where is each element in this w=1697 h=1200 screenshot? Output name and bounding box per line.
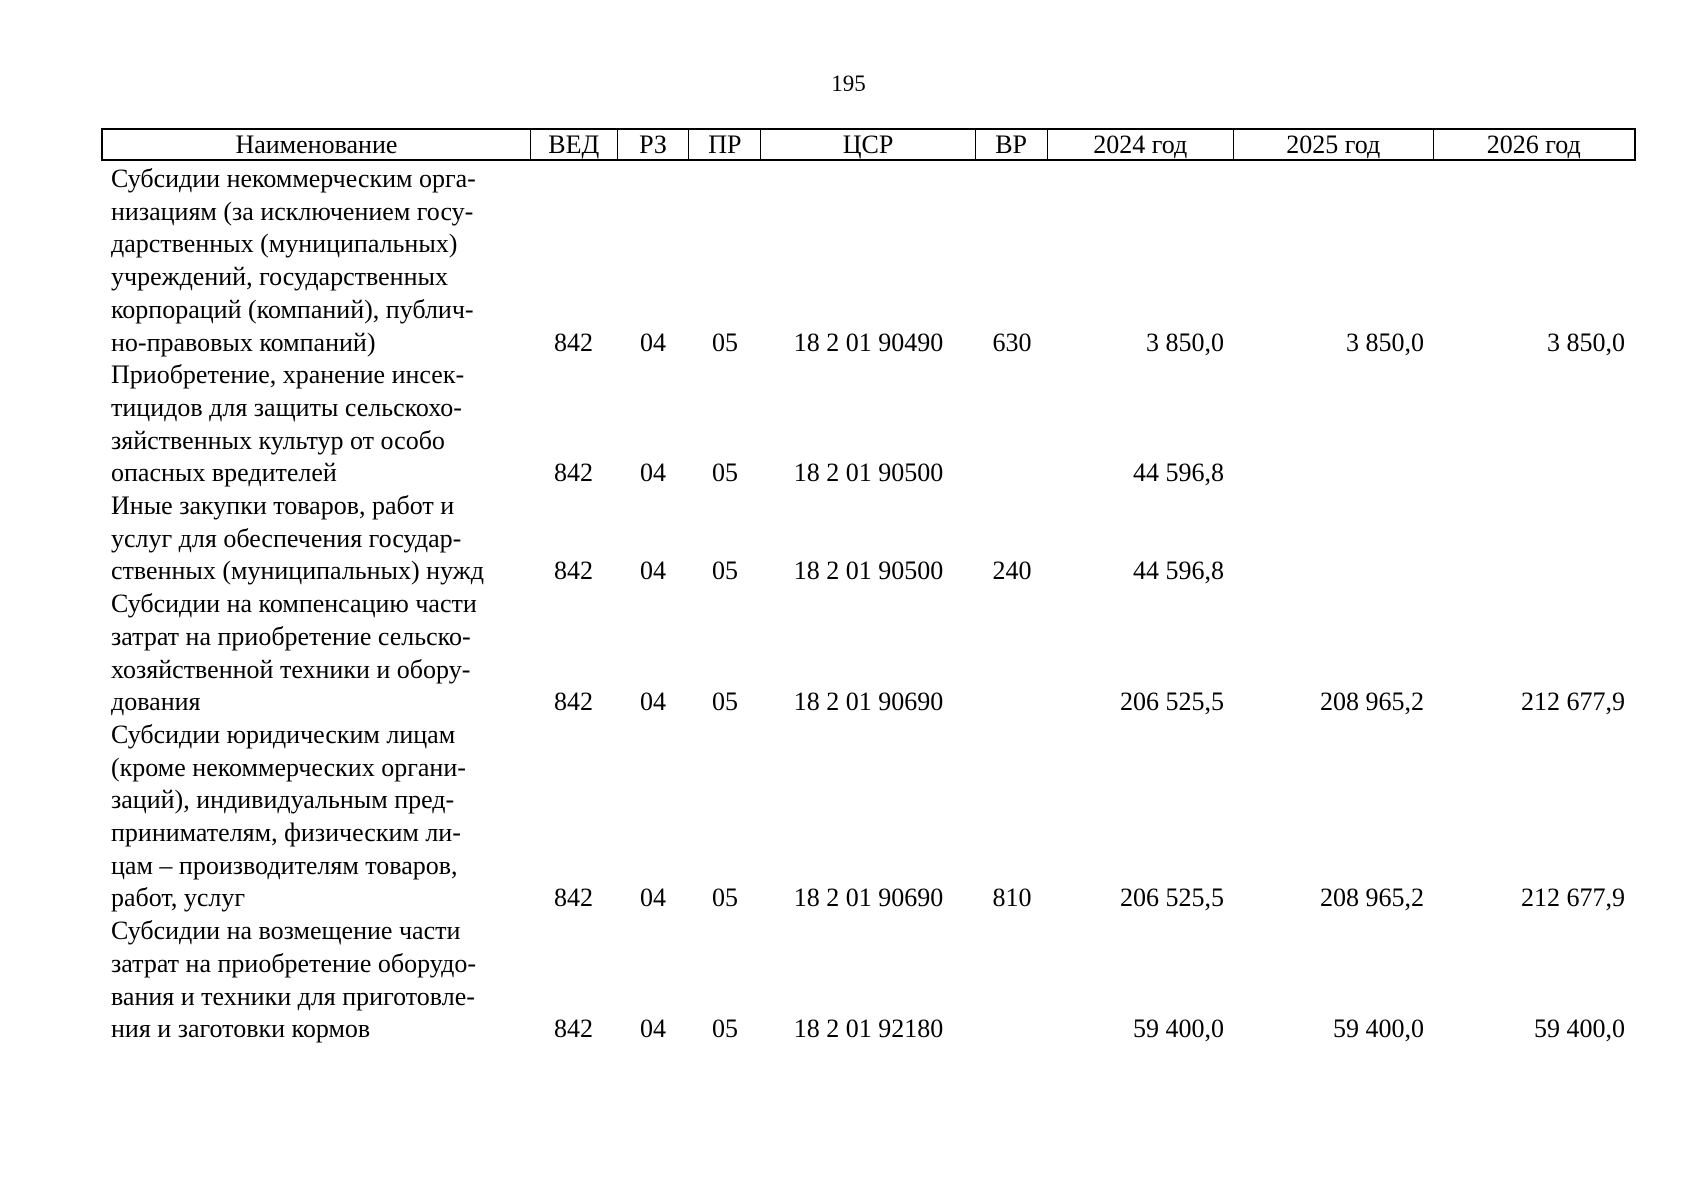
row-name: Субсидии некоммерческим орга- низациям (за исключением госу- дарственных (муниципальных) учреждений, государственных корпораций (компаний), публич- но-правовых компаний): [111, 164, 476, 357]
row-2025: 59 400,0: [1333, 1014, 1424, 1044]
row-2026: 59 400,0: [1534, 1014, 1625, 1044]
header-name: Наименование: [103, 130, 531, 159]
header-2025: 2025 год: [1234, 130, 1433, 159]
row-rz: 04: [640, 556, 666, 586]
row-csr: 18 2 01 90690: [793, 687, 944, 717]
row-ved: 842: [554, 687, 593, 717]
row-2025: 208 965,2: [1320, 883, 1424, 913]
row-2026: 3 850,0: [1547, 327, 1625, 357]
header-ved: ВЕД: [531, 130, 618, 159]
row-2025: 208 965,2: [1320, 687, 1424, 717]
row-vr: 810: [992, 883, 1032, 913]
row-name: Субсидии юридическим лицам (кроме некоммерческих органи- заций), индивидуальным пред- принимателям, физическим ли- цам – производителям товаров, работ, услуг: [111, 719, 466, 913]
row-ved: 842: [554, 1014, 593, 1044]
row-pr: 05: [712, 327, 738, 357]
row-csr: 18 2 01 90690: [793, 883, 944, 913]
row-2024: 44 596,8: [1133, 556, 1224, 586]
row-2024: 44 596,8: [1133, 458, 1224, 488]
row-rz: 04: [640, 1014, 666, 1044]
row-csr: 18 2 01 90490: [793, 327, 944, 357]
row-pr: 05: [712, 1014, 738, 1044]
table-row: [101, 719, 1636, 915]
row-csr: 18 2 01 92180: [793, 1014, 944, 1044]
table-row: [101, 588, 1636, 719]
row-ved: 842: [554, 556, 593, 586]
row-2024: 206 525,5: [1120, 687, 1224, 717]
row-ved: 842: [554, 458, 593, 488]
row-vr: 240: [992, 556, 1032, 586]
row-pr: 05: [712, 458, 738, 488]
row-2026: 212 677,9: [1521, 883, 1625, 913]
row-vr: 630: [992, 327, 1032, 357]
row-rz: 04: [640, 327, 666, 357]
header-2024: 2024 год: [1048, 130, 1235, 159]
row-2025: 3 850,0: [1346, 327, 1424, 357]
row-ved: 842: [554, 883, 593, 913]
page-number: 195: [831, 71, 866, 96]
row-2024: 3 850,0: [1146, 327, 1224, 357]
row-name: Иные закупки товаров, работ и услуг для обеспечения государ- ственных (муниципальных) нужд: [111, 491, 484, 586]
header-vr: ВР: [976, 130, 1048, 159]
table-row: [101, 490, 1636, 588]
row-rz: 04: [640, 883, 666, 913]
row-csr: 18 2 01 90500: [793, 556, 944, 586]
row-rz: 04: [640, 458, 666, 488]
row-name: Субсидии на возмещение части затрат на приобретение оборудо- вания и техники для приготовле- ния и заготовки кормов: [111, 916, 477, 1044]
row-pr: 05: [712, 687, 738, 717]
table-row: [101, 915, 1636, 1046]
table-body: [101, 163, 1636, 1046]
table-row: [101, 163, 1636, 359]
row-ved: 842: [554, 327, 593, 357]
header-rz: РЗ: [618, 130, 690, 159]
row-name: Субсидии на компенсацию части затрат на приобретение сельско- хозяйственной техники и обору- дования: [111, 589, 477, 717]
table-row: [101, 359, 1636, 490]
row-csr: 18 2 01 90500: [793, 458, 944, 488]
header-csr: ЦСР: [761, 130, 975, 159]
header-pr: ПР: [689, 130, 761, 159]
row-name: Приобретение, хранение инсек- тицидов для защиты сельскохо- зяйственных культур от особо опасных вредителей: [111, 360, 465, 488]
header-2026: 2026 год: [1486, 130, 1581, 159]
row-2024: 59 400,0: [1133, 1014, 1224, 1044]
row-rz: 04: [640, 687, 666, 717]
row-pr: 05: [712, 883, 738, 913]
row-2026: 212 677,9: [1521, 687, 1625, 717]
row-2024: 206 525,5: [1120, 883, 1224, 913]
row-pr: 05: [712, 556, 738, 586]
table-header: [101, 128, 1636, 161]
